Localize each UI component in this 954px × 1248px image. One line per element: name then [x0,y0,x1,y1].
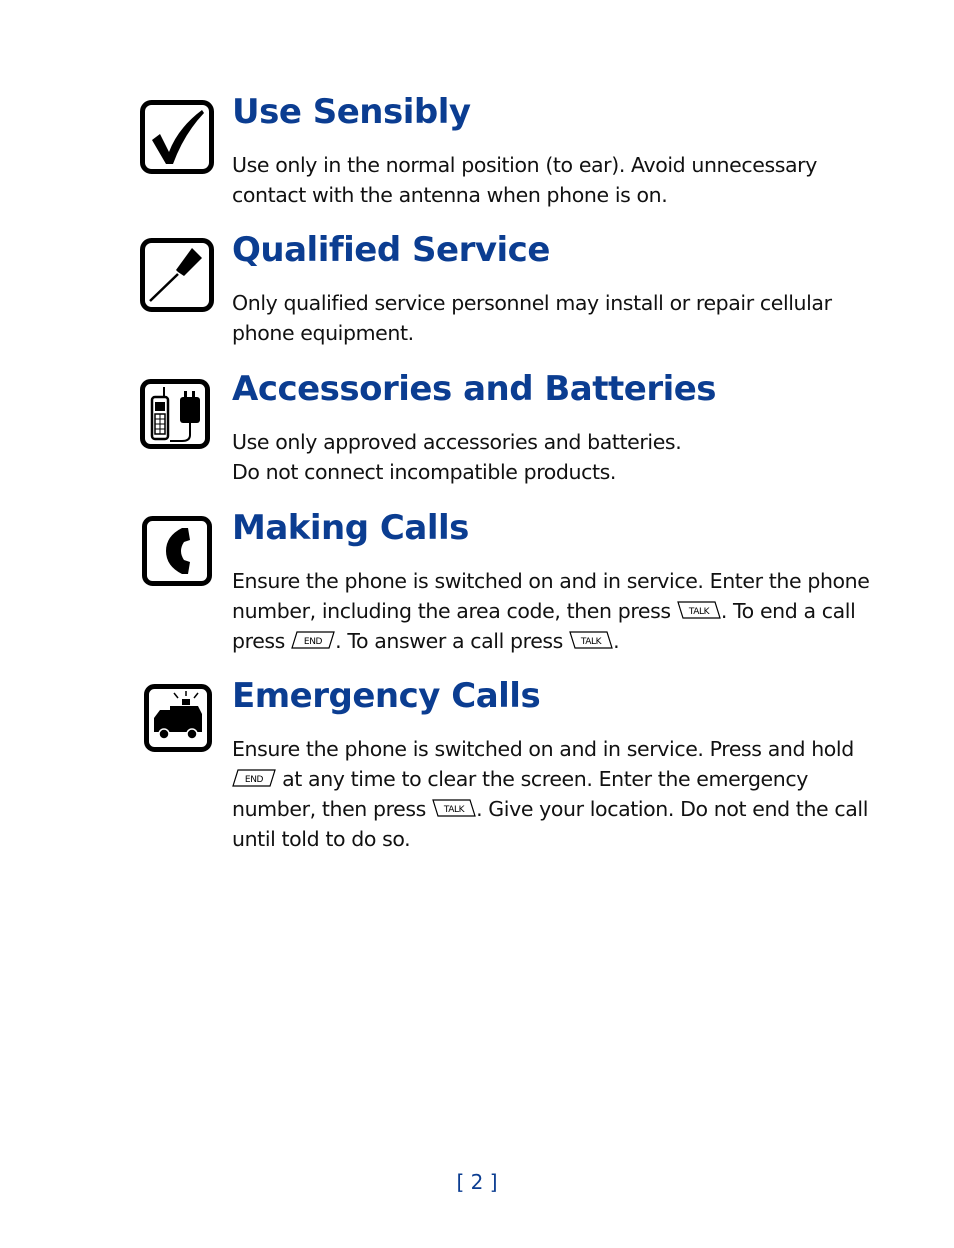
body-line: Use only approved accessories and batteries. [232,430,682,454]
section-body [232,150,842,210]
svg-text:TALK: TALK [580,637,602,647]
end-key-icon [291,631,335,649]
section-body [232,427,842,487]
section-title: Use Sensibly [232,92,471,132]
page-number: [ 2 ] [456,1170,498,1194]
body-line: Use only in the normal position (to ear). Avoid unnecessary [232,153,817,177]
text-fragment: . [613,629,620,653]
svg-text:END: END [244,775,264,785]
talk-key-icon [432,799,476,817]
svg-text:TALK: TALK [443,805,465,815]
text-fragment: number, including the area code, then press [232,599,677,623]
section-title: Emergency Calls [232,676,541,716]
body-line: Ensure the phone is switched on and in service. Enter the phone [232,569,870,593]
section-body [232,288,842,348]
body-line [232,596,856,626]
body-line [232,794,868,824]
body-line: until told to do so. [232,827,411,851]
body-line: contact with the antenna when phone is on. [232,183,668,207]
text-fragment: . Give your location. Do not end the call [476,797,868,821]
section-body [232,734,868,854]
body-line [232,626,842,656]
screwdriver-icon [140,238,214,312]
body-line: phone equipment. [232,321,414,345]
body-line: Only qualified service personnel may install or repair cellular [232,291,832,315]
ambulance-icon [144,684,212,752]
text-fragment: . To answer a call press [335,629,570,653]
section-title: Making Calls [232,508,469,548]
text-fragment: at any time to clear the screen. Enter the emergency [276,767,808,791]
text-fragment: number, then press [232,797,433,821]
section-qualified-service [140,230,860,350]
section-title: Qualified Service [232,230,550,270]
section-emergency-calls [140,676,868,866]
body-line: Ensure the phone is switched on and in service. Press and hold [232,737,854,761]
svg-text:END: END [304,637,323,647]
phone-charger-icon [140,379,210,449]
text-fragment: . To end a call [720,599,856,623]
section-making-calls [140,508,870,658]
handset-icon [142,516,212,586]
section-accessories-batteries [140,369,860,489]
section-title: Accessories and Batteries [232,369,717,409]
section-body [232,566,870,656]
checkmark-icon [140,100,214,174]
text-fragment: press [232,629,292,653]
svg-text:TALK: TALK [688,607,709,617]
section-use-sensibly [140,92,860,212]
end-key-icon [232,769,276,787]
talk-key-icon [569,631,613,649]
body-line: Do not connect incompatible products. [232,460,617,484]
body-line [232,764,842,794]
talk-key-icon [677,601,721,619]
